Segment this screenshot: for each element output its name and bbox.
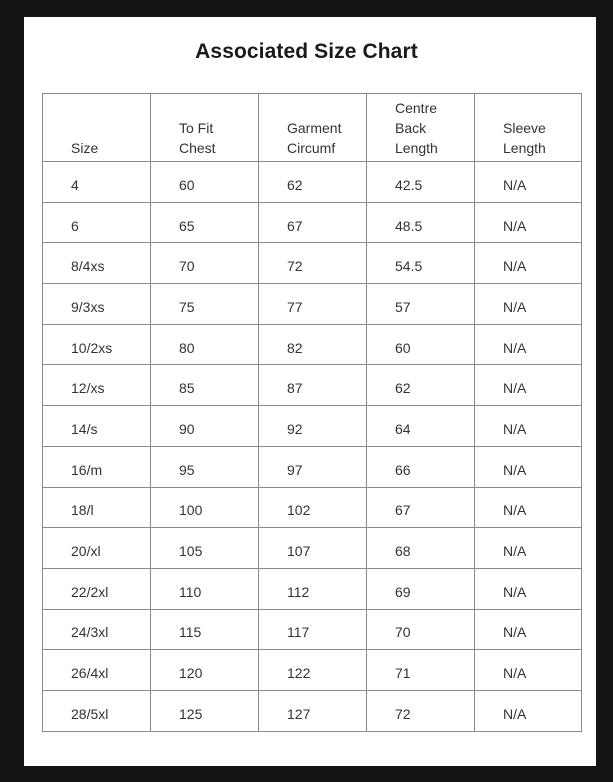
- table-row: [43, 568, 582, 609]
- cell-sleeve-length: N/A: [475, 243, 582, 284]
- cell-centre-back-length: 48.5: [367, 202, 475, 243]
- cell-size: 20/xl: [43, 528, 151, 569]
- cell-garment-circumf: 107: [259, 528, 367, 569]
- table-row: [43, 650, 582, 691]
- cell-centre-back-length: 72: [367, 690, 475, 731]
- cell-to-fit-chest: 75: [151, 284, 259, 325]
- cell-sleeve-length: N/A: [475, 406, 582, 447]
- page-title: Associated Size Chart: [195, 40, 418, 63]
- header-size: Size: [43, 94, 151, 162]
- cell-centre-back-length: 68: [367, 528, 475, 569]
- cell-garment-circumf: 67: [259, 202, 367, 243]
- cell-sleeve-length: N/A: [475, 568, 582, 609]
- cell-centre-back-length: 54.5: [367, 243, 475, 284]
- cell-size: 28/5xl: [43, 690, 151, 731]
- header-sleeve-length: Sleeve Length: [475, 94, 582, 162]
- cell-to-fit-chest: 95: [151, 446, 259, 487]
- cell-garment-circumf: 82: [259, 324, 367, 365]
- table-row: [43, 162, 582, 203]
- header-to-fit-chest: To Fit Chest: [151, 94, 259, 162]
- cell-centre-back-length: 42.5: [367, 162, 475, 203]
- cell-size: 24/3xl: [43, 609, 151, 650]
- cell-centre-back-length: 70: [367, 609, 475, 650]
- cell-sleeve-length: N/A: [475, 650, 582, 691]
- cell-centre-back-length: 66: [367, 446, 475, 487]
- cell-size: 6: [43, 202, 151, 243]
- cell-centre-back-length: 60: [367, 324, 475, 365]
- cell-sleeve-length: N/A: [475, 284, 582, 325]
- header-centre-back-length: Centre Back Length: [367, 94, 475, 162]
- cell-garment-circumf: 112: [259, 568, 367, 609]
- cell-to-fit-chest: 85: [151, 365, 259, 406]
- cell-centre-back-length: 67: [367, 487, 475, 528]
- cell-size: 18/l: [43, 487, 151, 528]
- cell-size: 10/2xs: [43, 324, 151, 365]
- cell-garment-circumf: 97: [259, 446, 367, 487]
- cell-to-fit-chest: 70: [151, 243, 259, 284]
- table-row: [43, 243, 582, 284]
- cell-to-fit-chest: 115: [151, 609, 259, 650]
- size-chart-table: [42, 93, 582, 732]
- cell-garment-circumf: 87: [259, 365, 367, 406]
- table-row: [43, 528, 582, 569]
- cell-garment-circumf: 117: [259, 609, 367, 650]
- cell-sleeve-length: N/A: [475, 487, 582, 528]
- cell-garment-circumf: 92: [259, 406, 367, 447]
- cell-to-fit-chest: 125: [151, 690, 259, 731]
- cell-sleeve-length: N/A: [475, 446, 582, 487]
- cell-sleeve-length: N/A: [475, 202, 582, 243]
- cell-to-fit-chest: 60: [151, 162, 259, 203]
- cell-sleeve-length: N/A: [475, 324, 582, 365]
- cell-sleeve-length: N/A: [475, 528, 582, 569]
- cell-to-fit-chest: 90: [151, 406, 259, 447]
- cell-centre-back-length: 64: [367, 406, 475, 447]
- cell-size: 12/xs: [43, 365, 151, 406]
- cell-garment-circumf: 127: [259, 690, 367, 731]
- cell-size: 26/4xl: [43, 650, 151, 691]
- cell-garment-circumf: 102: [259, 487, 367, 528]
- table-row: [43, 487, 582, 528]
- cell-sleeve-length: N/A: [475, 162, 582, 203]
- cell-to-fit-chest: 110: [151, 568, 259, 609]
- table-row: [43, 365, 582, 406]
- table-row: [43, 609, 582, 650]
- cell-garment-circumf: 122: [259, 650, 367, 691]
- cell-sleeve-length: N/A: [475, 365, 582, 406]
- table-header-row: [43, 94, 582, 162]
- table-row: [43, 406, 582, 447]
- cell-to-fit-chest: 80: [151, 324, 259, 365]
- table-row: [43, 284, 582, 325]
- cell-size: 22/2xl: [43, 568, 151, 609]
- cell-to-fit-chest: 120: [151, 650, 259, 691]
- header-garment-circumf: Garment Circumf: [259, 94, 367, 162]
- cell-size: 9/3xs: [43, 284, 151, 325]
- cell-size: 4: [43, 162, 151, 203]
- cell-sleeve-length: N/A: [475, 609, 582, 650]
- cell-to-fit-chest: 105: [151, 528, 259, 569]
- cell-size: 8/4xs: [43, 243, 151, 284]
- table-row: [43, 324, 582, 365]
- table-row: [43, 202, 582, 243]
- cell-to-fit-chest: 100: [151, 487, 259, 528]
- cell-centre-back-length: 62: [367, 365, 475, 406]
- cell-sleeve-length: N/A: [475, 690, 582, 731]
- cell-centre-back-length: 57: [367, 284, 475, 325]
- cell-size: 14/s: [43, 406, 151, 447]
- cell-centre-back-length: 71: [367, 650, 475, 691]
- table-row: [43, 446, 582, 487]
- table-body: [43, 162, 582, 732]
- cell-centre-back-length: 69: [367, 568, 475, 609]
- cell-size: 16/m: [43, 446, 151, 487]
- cell-garment-circumf: 77: [259, 284, 367, 325]
- cell-to-fit-chest: 65: [151, 202, 259, 243]
- cell-garment-circumf: 72: [259, 243, 367, 284]
- cell-garment-circumf: 62: [259, 162, 367, 203]
- table-row: [43, 690, 582, 731]
